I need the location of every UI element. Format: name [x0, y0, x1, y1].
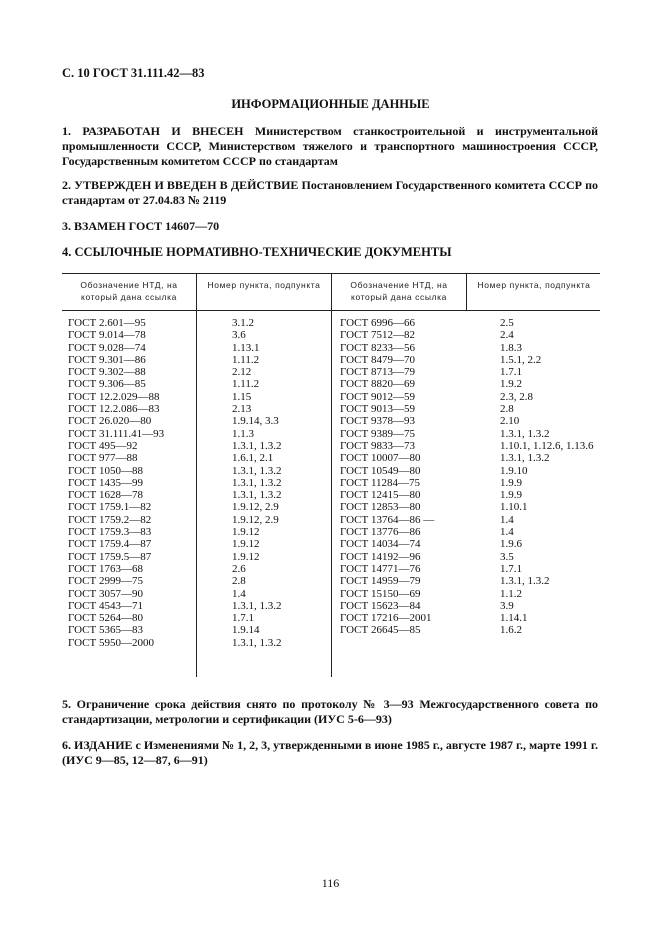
table-cell-item: 2.10 — [500, 415, 520, 428]
table-cell-item: 1.3.1, 1.3.2 — [232, 599, 282, 612]
table-cell-item: 1.9.12, 2.9 — [232, 513, 279, 526]
table-cell-item: 1.9.6 — [500, 538, 522, 551]
table-cell-doc: ГОСТ 14771—76 — [340, 562, 421, 575]
table-cell-doc: ГОСТ 31.111.41—93 — [68, 427, 165, 440]
table-header-doc-left: Обозначение НТД, на который дана ссылка — [80, 280, 178, 302]
table-cell-item: 3.1.2 — [232, 317, 254, 329]
table-cell-doc: ГОСТ 495—92 — [68, 439, 138, 452]
table-cell-item: 2.8 — [232, 575, 246, 588]
table-cell-item: 1.3.1, 1.3.2 — [500, 452, 550, 465]
table-cell-doc: ГОСТ 3057—90 — [68, 587, 143, 600]
info-item-6: 6. ИЗДАНИЕ с Изменениями № 1, 2, 3, утвержденными в июне 1985 г., августе 1987 г., марте 1991 г. (ИУС 9—85, 12—87, 6—91) — [62, 738, 598, 767]
table-cell-doc: ГОСТ 7512—82 — [340, 329, 415, 342]
table-cell-doc: ГОСТ 9389—75 — [340, 427, 415, 440]
table-cell-item: 1.9.2 — [500, 378, 522, 391]
table-cell-doc: ГОСТ 10007—80 — [340, 452, 421, 465]
table-cell-doc: ГОСТ 5365—83 — [68, 624, 143, 637]
page-header: С. 10 ГОСТ 31.111.42—83 — [62, 66, 205, 80]
table-cell-item: 1.1.3 — [232, 427, 254, 440]
table-cell-doc: ГОСТ 1759.5—87 — [68, 550, 152, 563]
table-cell-doc: ГОСТ 12415—80 — [340, 489, 421, 502]
info-item-3: 3. ВЗАМЕН ГОСТ 14607—70 — [62, 219, 220, 233]
table-cell-item: 1.6.2 — [500, 624, 522, 637]
info-item-2: 2. УТВЕРЖДЕН И ВВЕДЕН В ДЕЙСТВИЕ Постановлением Государственного комитета СССР по стандартам от 27.04.83 № 2119 — [62, 178, 598, 207]
table-cell-doc: ГОСТ 2.601—95 — [68, 317, 146, 329]
left-items-column — [232, 317, 282, 649]
table-cell-doc: ГОСТ 9833—73 — [340, 439, 415, 452]
table-cell-item: 1.9.12, 2.9 — [232, 501, 279, 514]
info-item-4: 4. ССЫЛОЧНЫЕ НОРМАТИВНО-ТЕХНИЧЕСКИЕ ДОКУМЕНТЫ — [62, 245, 452, 259]
table-cell-item: 2.3, 2.8 — [500, 390, 533, 403]
table-cell-doc: ГОСТ 9013—59 — [340, 403, 415, 416]
table-cell-doc: ГОСТ 9.014—78 — [68, 329, 146, 342]
table-cell-item: 1.9.12 — [232, 550, 260, 563]
table-cell-item: 2.8 — [500, 403, 514, 416]
table-cell-doc: ГОСТ 9.302—88 — [68, 366, 146, 379]
table-cell-doc: ГОСТ 977—88 — [68, 452, 138, 465]
table-cell-doc: ГОСТ 1759.4—87 — [68, 538, 152, 551]
table-cell-doc: ГОСТ 1628—78 — [68, 489, 143, 502]
table-cell-doc: ГОСТ 11284—75 — [340, 476, 421, 489]
table-cell-item: 2.13 — [232, 403, 252, 416]
table-divider — [466, 273, 467, 310]
table-cell-item: 1.9.14 — [232, 624, 260, 637]
table-cell-item: 1.11.2 — [232, 378, 260, 391]
table-cell-item: 2.12 — [232, 366, 252, 379]
table-cell-item: 2.5 — [500, 317, 514, 329]
table-cell-doc: ГОСТ 15150—69 — [340, 587, 421, 600]
table-cell-doc: ГОСТ 5264—80 — [68, 612, 143, 625]
right-docs-column — [340, 317, 434, 637]
table-cell-doc: ГОСТ 13764—86 — — [340, 513, 435, 526]
table-divider — [331, 273, 332, 677]
table-cell-doc: ГОСТ 26645—85 — [340, 624, 421, 637]
right-items-column — [500, 317, 594, 637]
table-cell-doc: ГОСТ 1435—99 — [68, 476, 143, 489]
table-cell-item: 1.13.1 — [232, 341, 260, 354]
table-cell-item: 1.11.2 — [232, 353, 260, 366]
table-cell-item: 1.15 — [232, 390, 252, 403]
table-cell-item: 1.9.12 — [232, 526, 260, 539]
info-item-5: 5. Ограничение срока действия снято по протоколу № 3—93 Межгосударственного совета по стандартизации, метрологии и сертификации (ИУС 5-6—93) — [62, 697, 598, 726]
table-cell-doc: ГОСТ 2999—75 — [68, 575, 143, 588]
table-cell-item: 1.7.1 — [500, 366, 522, 379]
table-cell-doc: ГОСТ 1050—88 — [68, 464, 143, 477]
table-cell-item: 2.6 — [232, 562, 246, 575]
table-cell-item: 1.9.10 — [500, 464, 528, 477]
table-cell-doc: ГОСТ 9378—93 — [340, 415, 415, 428]
table-cell-item: 1.10.1 — [500, 501, 528, 514]
table-cell-item: 1.3.1, 1.3.2 — [232, 489, 282, 502]
table-cell-item: 1.4 — [500, 526, 514, 539]
table-cell-doc: ГОСТ 9012—59 — [340, 390, 415, 403]
table-cell-item: 1.9.9 — [500, 489, 522, 502]
table-header-item-left: Номер пункта, подпункта — [207, 280, 321, 290]
table-cell-doc: ГОСТ 12853—80 — [340, 501, 421, 514]
table-cell-doc: ГОСТ 13776—86 — [340, 526, 421, 539]
table-cell-item: 1.7.1 — [232, 612, 254, 625]
table-cell-doc: ГОСТ 9.301—86 — [68, 353, 146, 366]
table-cell-doc: ГОСТ 1759.1—82 — [68, 501, 152, 514]
section-title: ИНФОРМАЦИОННЫЕ ДАННЫЕ — [231, 97, 430, 111]
table-header-doc-right: Обозначение НТД, на который дана ссылка — [350, 280, 448, 302]
table-cell-doc: ГОСТ 1759.2—82 — [68, 513, 152, 526]
table-cell-item: 1.3.1, 1.3.2 — [232, 636, 282, 649]
table-cell-doc: ГОСТ 14192—96 — [340, 550, 421, 563]
table-cell-item: 1.3.1, 1.3.2 — [500, 575, 550, 588]
table-cell-doc: ГОСТ 9.028—74 — [68, 341, 146, 354]
table-cell-doc: ГОСТ 8233—56 — [340, 341, 415, 354]
page-number: 116 — [321, 876, 340, 890]
table-cell-item: 1.8.3 — [500, 341, 522, 354]
table-cell-doc: ГОСТ 6996—66 — [340, 317, 415, 329]
table-cell-item: 1.3.1, 1.3.2 — [500, 427, 550, 440]
table-cell-doc: ГОСТ 5950—2000 — [68, 636, 154, 649]
table-cell-doc: ГОСТ 1759.3—83 — [68, 526, 152, 539]
references-table — [62, 273, 600, 677]
table-cell-item: 1.3.1, 1.3.2 — [232, 439, 282, 452]
table-cell-item: 1.7.1 — [500, 562, 522, 575]
table-cell-doc: ГОСТ 8713—79 — [340, 366, 415, 379]
table-cell-doc: ГОСТ 14034—74 — [340, 538, 421, 551]
table-cell-item: 1.5.1, 2.2 — [500, 353, 542, 366]
table-cell-doc: ГОСТ 14959—79 — [340, 575, 421, 588]
table-header-item-right: Номер пункта, подпункта — [477, 280, 591, 290]
table-cell-item: 1.4 — [500, 513, 514, 526]
table-cell-item: 3.6 — [232, 329, 246, 342]
table-cell-doc: ГОСТ 26.020—80 — [68, 415, 152, 428]
table-cell-item: 1.9.14, 3.3 — [232, 415, 279, 428]
table-cell-item: 1.9.9 — [500, 476, 522, 489]
table-cell-doc: ГОСТ 12.2.029—88 — [68, 390, 160, 403]
table-cell-doc: ГОСТ 17216—2001 — [340, 612, 432, 625]
table-cell-item: 3.5 — [500, 550, 514, 563]
table-cell-item: 2.4 — [500, 329, 514, 342]
table-cell-item: 3.9 — [500, 599, 514, 612]
table-cell-item: 1.3.1, 1.3.2 — [232, 476, 282, 489]
table-cell-item: 1.6.1, 2.1 — [232, 452, 274, 465]
table-cell-item: 1.3.1, 1.3.2 — [232, 464, 282, 477]
table-divider — [196, 273, 197, 677]
table-cell-item: 1.1.2 — [500, 587, 522, 600]
table-cell-doc: ГОСТ 15623—84 — [340, 599, 421, 612]
table-cell-doc: ГОСТ 1763—68 — [68, 562, 143, 575]
table-cell-doc: ГОСТ 12.2.086—83 — [68, 403, 160, 416]
table-cell-doc: ГОСТ 4543—71 — [68, 599, 143, 612]
table-cell-item: 1.9.12 — [232, 538, 260, 551]
table-cell-doc: ГОСТ 8479—70 — [340, 353, 415, 366]
info-item-1: 1. РАЗРАБОТАН И ВНЕСЕН Министерством станкостроительной и инструментальной промышленности СССР, Министерством тяжелого и транспортного машиностроения СССР, Государственным комитетом СССР по стандартам — [62, 124, 598, 168]
table-cell-doc: ГОСТ 8820—69 — [340, 378, 415, 391]
table-cell-item: 1.14.1 — [500, 612, 528, 625]
table-cell-item: 1.10.1, 1.12.6, 1.13.6 — [500, 439, 594, 452]
table-cell-doc: ГОСТ 10549—80 — [340, 464, 421, 477]
left-docs-column — [68, 317, 164, 649]
table-cell-doc: ГОСТ 9.306—85 — [68, 378, 146, 391]
table-cell-item: 1.4 — [232, 587, 246, 600]
